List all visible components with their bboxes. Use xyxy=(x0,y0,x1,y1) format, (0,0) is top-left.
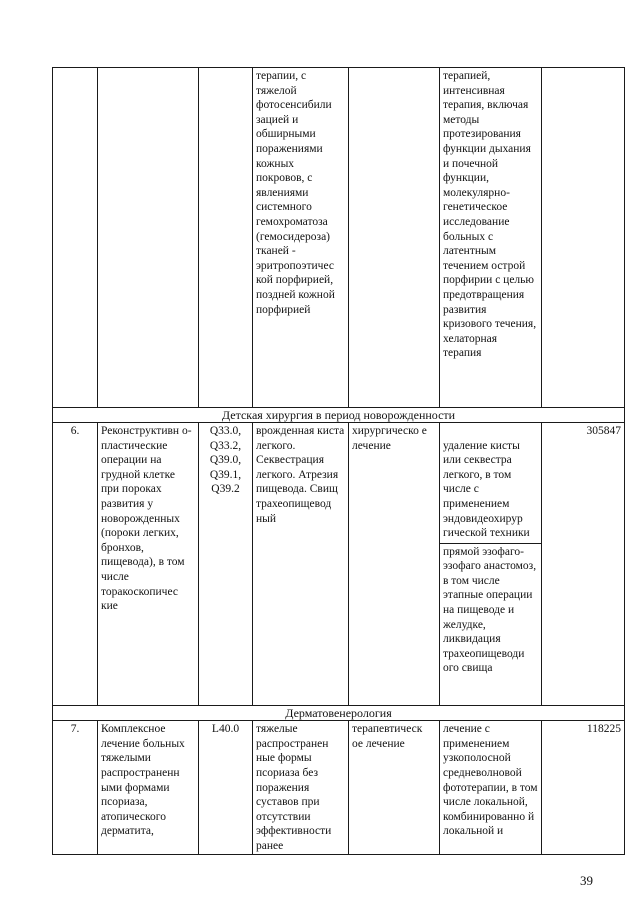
cell-number xyxy=(53,68,98,408)
cell-diagnosis: врожденная киста легкого. Секвестрация легкого. Атрезия пищевода. Свищ трахеопищевод ный xyxy=(253,423,349,706)
section-header-row xyxy=(53,706,625,721)
cell-cost: 305847 xyxy=(542,423,625,706)
cell-method: терапией, интенсивная терапия, включая методы протезирования функции дыхания и почечной функции, молекулярно- генетическое исследование больных с латентным течением острой порфирии с целью предотвращения развития кризового течения, хелаторная терапия xyxy=(440,68,542,408)
cell-number: 7. xyxy=(53,721,98,854)
cell-name: Комплексное лечение больных тяжелыми распространенн ыми формами псориаза, атопического дерматита, xyxy=(98,721,199,854)
cell-cost: 118225 xyxy=(542,721,625,854)
cell-codes xyxy=(199,68,253,408)
cell-treatment xyxy=(349,68,440,408)
table-row-7 xyxy=(53,721,625,854)
cell-treatment: хирургическо е лечение xyxy=(349,423,440,706)
section-title-dermatovenerology: Дерматовенерология xyxy=(53,706,625,721)
table-row-continued xyxy=(53,68,625,408)
cell-method: лечение с применением узкополосной средневолновой фототерапии, в том числе локальной, комбинированно й локальной и xyxy=(440,721,542,854)
cell-number: 6. xyxy=(53,423,98,706)
section-title-neonatal-surgery: Детская хирургия в период новорожденности xyxy=(53,408,625,423)
cell-cost xyxy=(542,68,625,408)
medical-care-table xyxy=(52,67,625,855)
table-row-6 xyxy=(53,423,625,706)
cell-diagnosis: тяжелые распространен ные формы псориаза без поражения суставов при отсутствии эффективности ранее xyxy=(253,721,349,854)
cell-method-1: удаление кисты или секвестра легкого, в том числе с применением эндовидеохирур гической техники xyxy=(443,439,530,540)
page-number: 39 xyxy=(580,873,593,888)
section-header-row xyxy=(53,408,625,423)
cell-method-split xyxy=(440,423,542,706)
cell-name xyxy=(98,68,199,408)
cell-treatment: терапевтическ ое лечение xyxy=(349,721,440,854)
cell-codes: L40.0 xyxy=(199,721,253,854)
cell-diagnosis: терапии, с тяжелой фотосенсибили зацией и обширными поражениями кожных покровов, с явлениями системного гемохроматоза (гемосидероза) тканей - эритропоэтичес кой порфирией, поздней кожной порфирией xyxy=(253,68,349,408)
method-subtable xyxy=(440,438,541,691)
cell-method-2: прямой эзофаго- эзофаго анастомоз, в том числе этапные операции на пищеводе и желудке, ликвидация трахеопищеводи ого свища xyxy=(440,543,541,691)
cell-name: Реконструктивн о-пластические операции на грудной клетке при пороках развития у новорожденных (пороки легких, бронхов, пищевода), в том числе торакоскопичес кие xyxy=(98,423,199,706)
cell-codes: Q33.0, Q33.2, Q39.0, Q39.1, Q39.2 xyxy=(199,423,253,706)
